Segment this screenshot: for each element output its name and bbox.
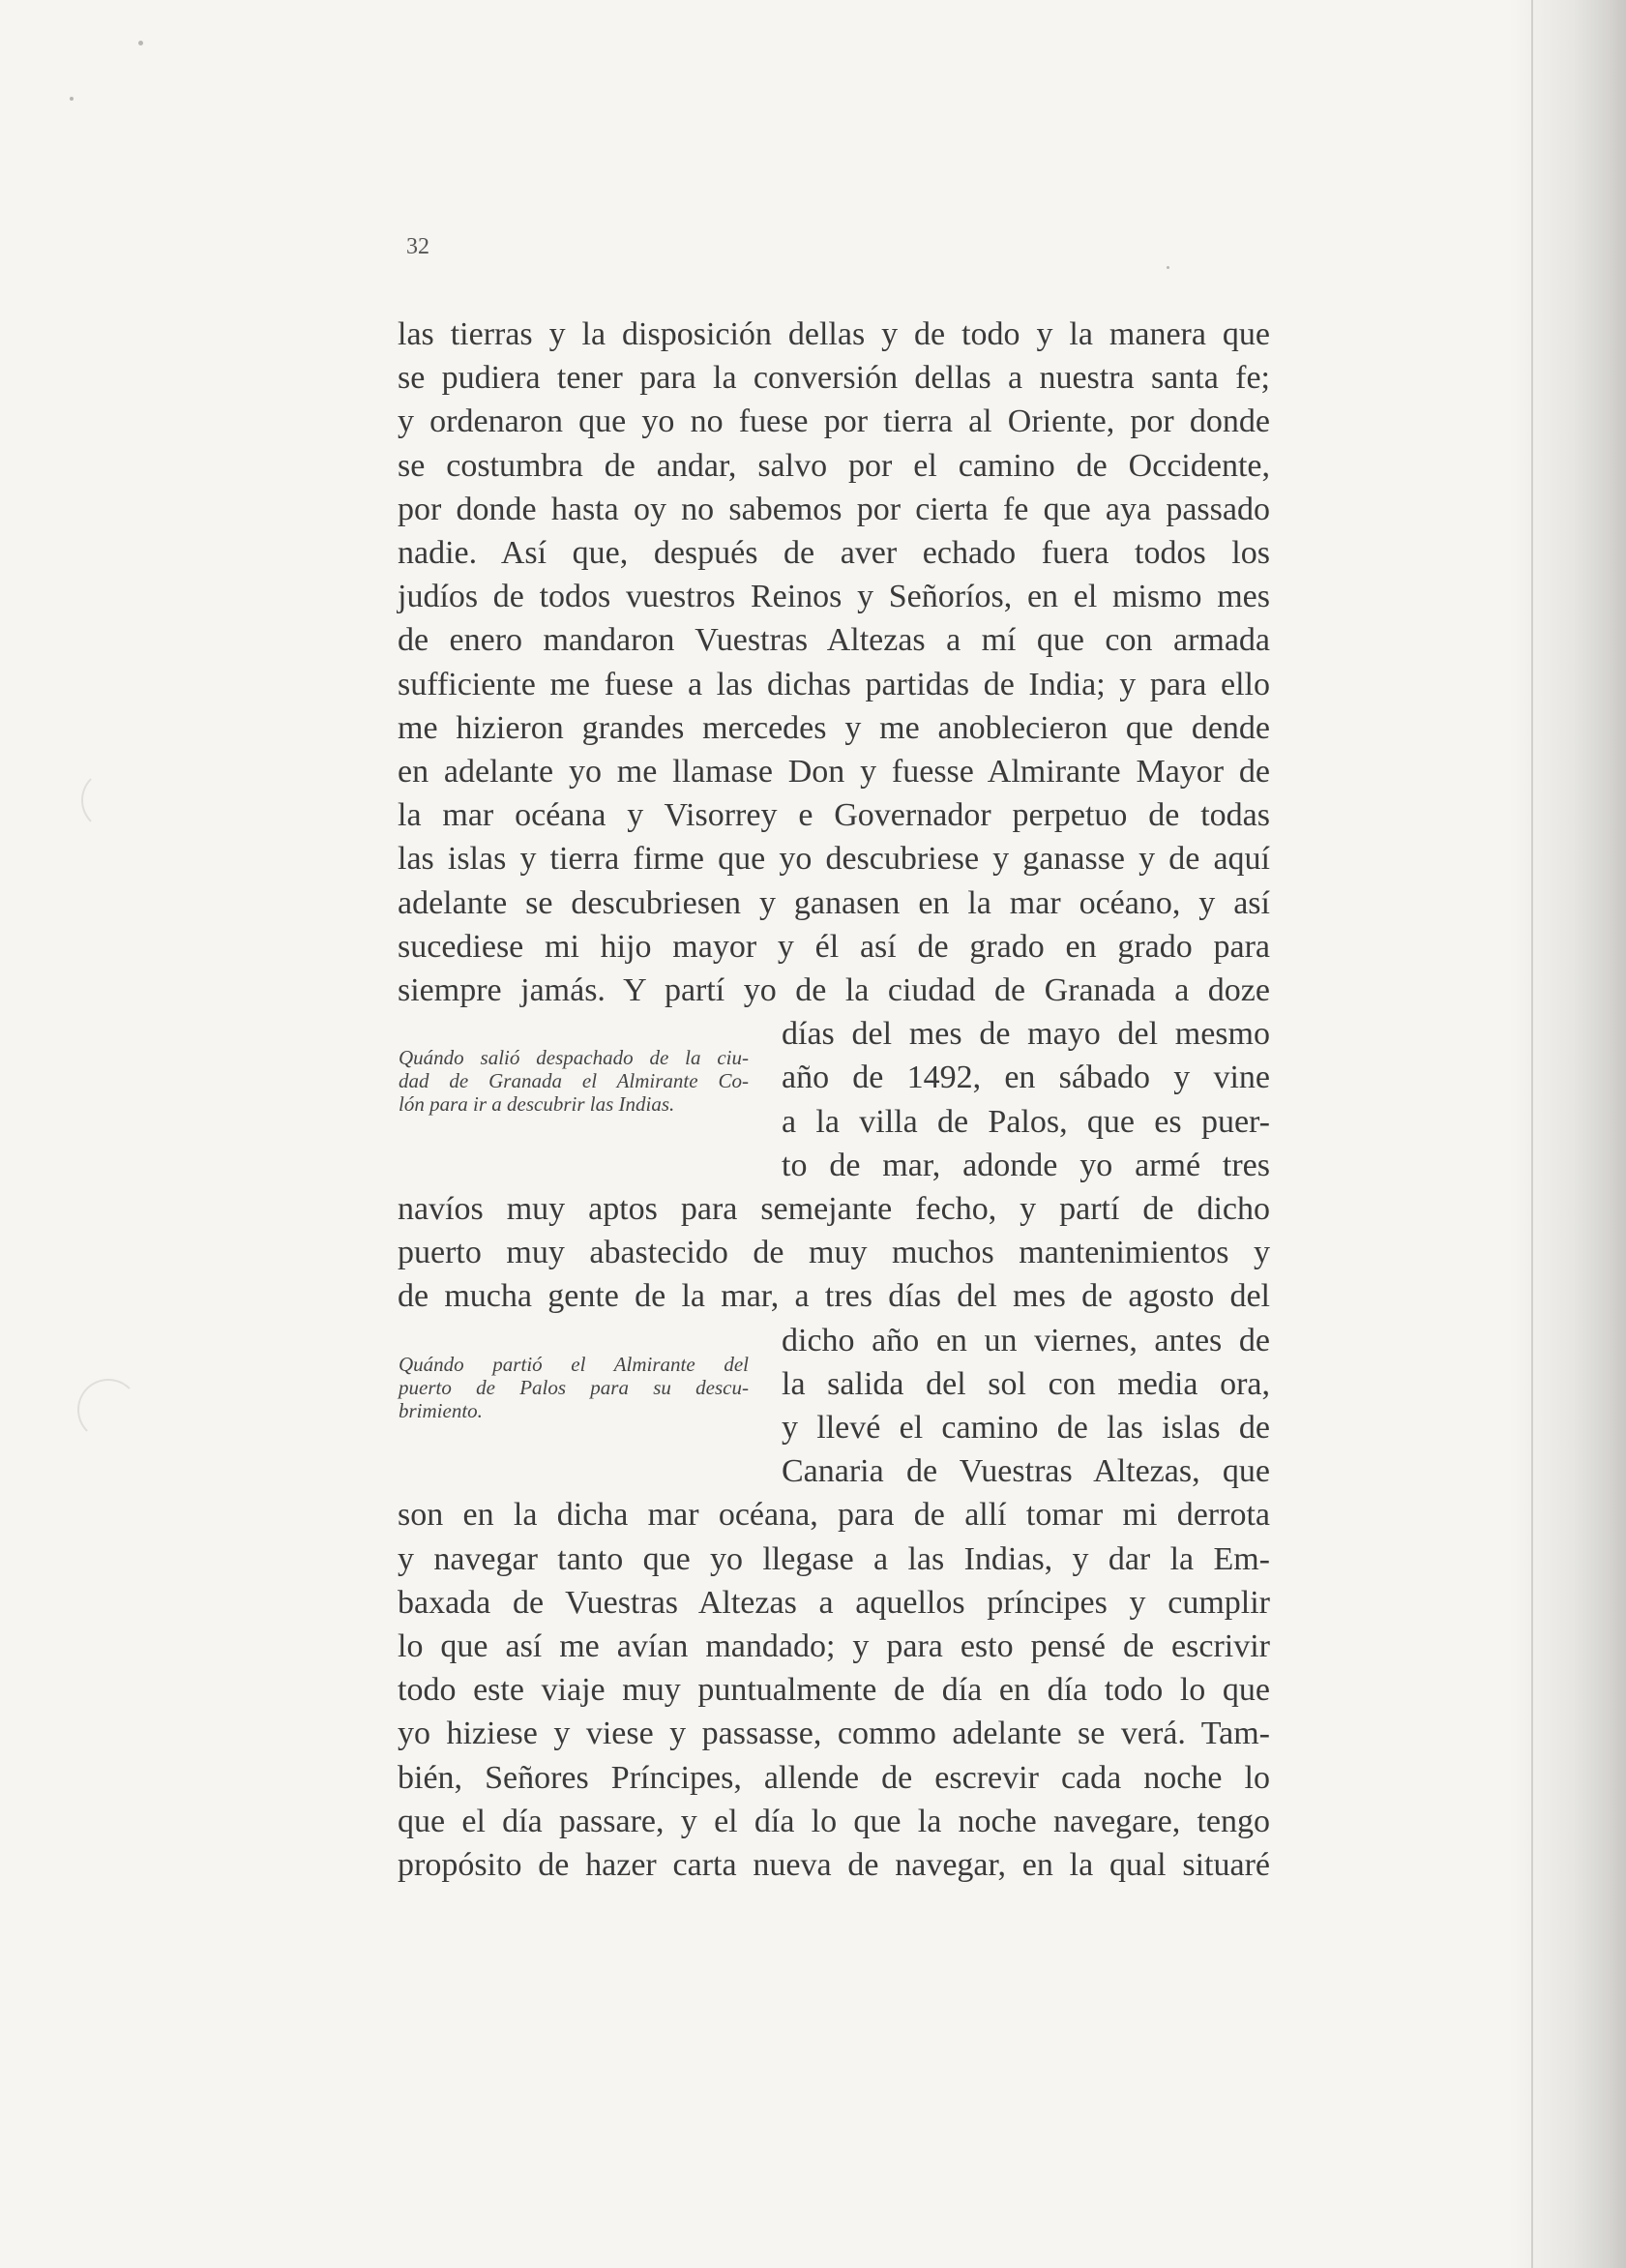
page-edge-shadow [1510,0,1626,2268]
text-line: judíos de todos vuestros Reinos y Señoríos, en el mismo mes [398,579,1270,615]
text-line: sufficiente me fuese a las dichas partidas de India; y para ello [398,666,1270,702]
text-line: nadie. Así que, después de aver echado fuera todos los [398,535,1270,571]
text-line: se pudiera tener para la conversión dellas a nuestra santa fe; [398,360,1270,397]
paper-speck [138,41,143,45]
margin-note-line: dad de Granada el Almirante Co- [399,1069,749,1093]
text-line: todo este viaje muy puntualmente de día en día todo lo que [398,1672,1270,1709]
text-line: propósito de hazer carta nueva de navegar, en la qual situaré [398,1847,1270,1883]
text-line: en adelante yo me llamase Don y fuesse Almirante Mayor de [398,754,1270,790]
text-line: sucediese mi hijo mayor y él así de grado en grado para [398,928,1270,965]
paper-speck [1167,266,1169,269]
text-line: a la villa de Palos, que es puer- [782,1103,1270,1140]
text-line: y ordenaron que yo no fuese por tierra al Oriente, por donde [398,403,1270,440]
text-line: de enero mandaron Vuestras Altezas a mí que con armada [398,622,1270,659]
text-line: y llevé el camino de las islas de [782,1410,1270,1446]
text-line: lo que así me avían mandado; y para esto pensé de escrivir [398,1628,1270,1664]
text-line: por donde hasta oy no sabemos por cierta fe que aya passado [398,491,1270,527]
text-line: año de 1492, en sábado y vine [782,1059,1270,1096]
text-line: Canaria de Vuestras Altezas, que [782,1453,1270,1490]
text-line: las tierras y la disposición dellas y de todo y la manera que [398,316,1270,352]
margin-note-line: Quándo salió despachado de la ciu- [399,1046,749,1070]
text-line: se costumbra de andar, salvo por el camino de Occidente, [398,447,1270,484]
text-line: navíos muy aptos para semejante fecho, y partí de dicho [398,1191,1270,1227]
text-line: dicho año en un viernes, antes de [782,1322,1270,1358]
text-line: bién, Señores Príncipes, allende de escrevir cada noche lo [398,1759,1270,1796]
text-line: días del mes de mayo del mesmo [782,1016,1270,1053]
text-line: que el día passare, y el día lo que la noche navegare, tengo [398,1803,1270,1839]
margin-note [399,1353,749,1422]
text-line: puerto muy abastecido de muy muchos mantenimientos y [398,1235,1270,1271]
text-line: yo hiziese y viese y passasse, commo adelante se verá. Tam- [398,1716,1270,1752]
paper-crease-mark [77,1379,139,1441]
text-line: me hizieron grandes mercedes y me anoblecieron que dende [398,709,1270,746]
paper-crease-mark [81,769,143,831]
text-line: to de mar, adonde yo armé tres [782,1147,1270,1183]
paper-speck [70,97,74,101]
text-line: la salida del sol con media ora, [782,1365,1270,1402]
margin-note [399,1046,749,1116]
margin-note-line: puerto de Palos para su descu- [399,1375,749,1399]
text-line: adelante se descubriesen y ganasen en la mar océano, y así [398,884,1270,921]
margin-note-line: brimiento. [399,1398,483,1422]
text-line: la mar océana y Visorrey e Governador perpetuo de todas [398,797,1270,834]
margin-note-line: Quándo partió el Almirante del [399,1352,749,1376]
text-line: son en la dicha mar océana, para de allí tomar mi derrota [398,1497,1270,1534]
page-number: 32 [406,234,429,259]
text-line: y navegar tanto que yo llegase a las Indias, y dar la Em- [398,1540,1270,1577]
text-line: de mucha gente de la mar, a tres días del mes de agosto del [398,1278,1270,1315]
text-line: las islas y tierra firme que yo descubriese y ganasse y de aquí [398,841,1270,878]
margin-note-line: lón para ir a descubrir las Indias. [399,1092,675,1117]
text-line: siempre jamás. Y partí yo de la ciudad de Granada a doze [398,972,1270,1008]
text-line: baxada de Vuestras Altezas a aquellos príncipes y cumplir [398,1584,1270,1621]
